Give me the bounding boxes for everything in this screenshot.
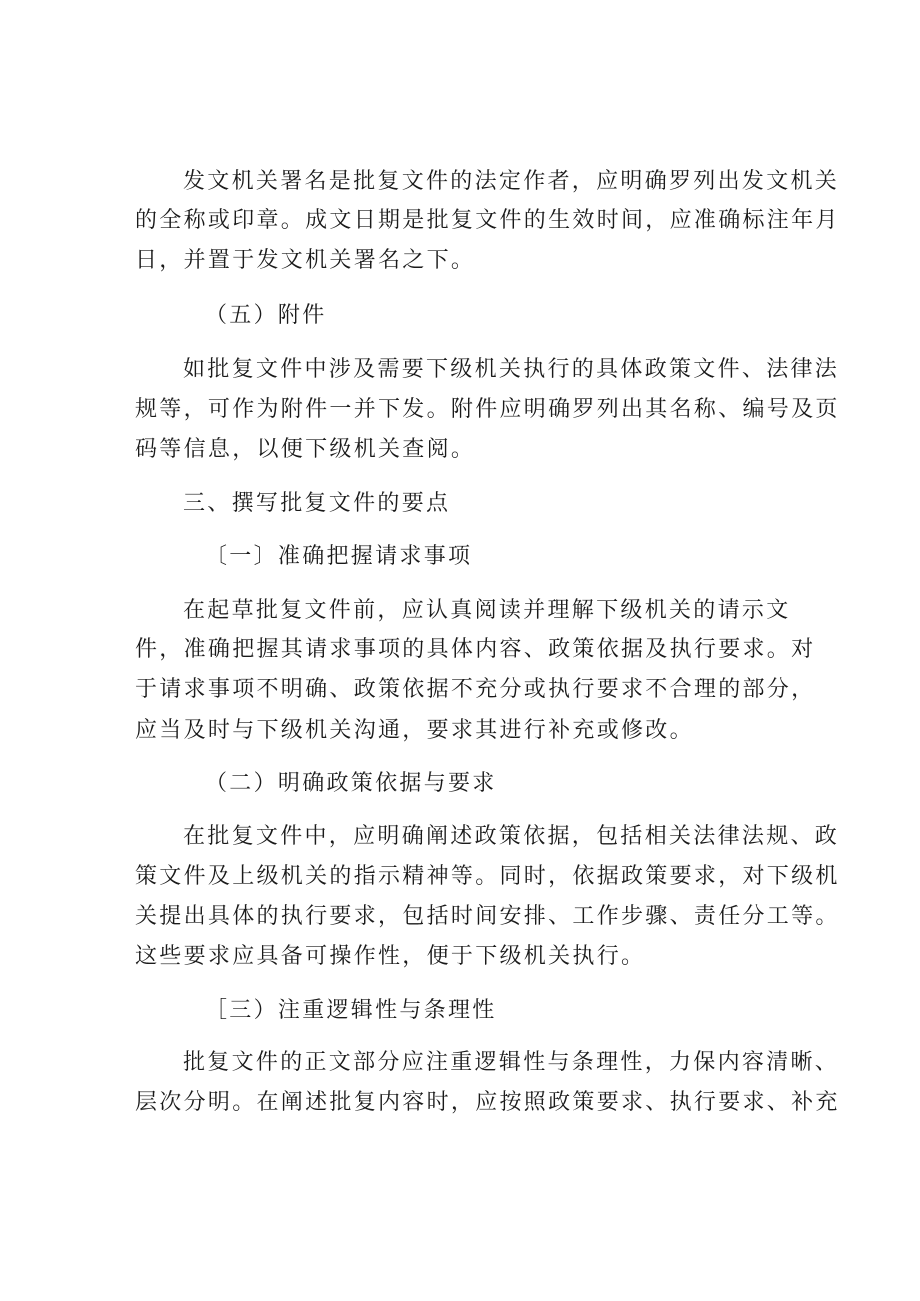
paragraph-line: 在批复文件中，应明确阐述政策依据，包括相关法律法规、政: [183, 824, 840, 849]
paragraph-line: 的全称或印章。成文日期是批复文件的生效时间，应准确标注年月: [135, 208, 840, 233]
paragraph-line: 在起草批复文件前，应认真阅读并理解下级机关的请示文: [183, 598, 791, 623]
paragraph-line: 发文机关署名是批复文件的法定作者，应明确罗列出发文机关: [183, 169, 840, 194]
section-heading: 〔一〕准确把握请求事项: [205, 544, 473, 569]
paragraph-line: 应当及时与下级机关沟通，要求其进行补充或修改。: [135, 718, 694, 743]
paragraph-line: 码等信息，以便下级机关查阅。: [135, 437, 476, 462]
paragraph-line: 关提出具体的执行要求，包括时间安排、工作步骤、责任分工等。: [135, 904, 840, 929]
chapter-heading: 三、撰写批复文件的要点: [183, 491, 451, 516]
paragraph-line: 件，准确把握其请求事项的具体内容、政策依据及执行要求。对: [135, 637, 816, 662]
paragraph-line: 这些要求应具备可操作性，便于下级机关执行。: [135, 944, 646, 969]
paragraph-line: 日，并置于发文机关署名之下。: [135, 248, 476, 273]
paragraph-line: 于请求事项不明确、政策依据不充分或执行要求不合理的部分，: [135, 677, 816, 702]
paragraph-line: 如批复文件中涉及需要下级机关执行的具体政策文件、法律法: [183, 357, 840, 382]
section-heading: （五）附件: [205, 303, 327, 328]
section-heading: （二）明确政策依据与要求: [205, 771, 497, 796]
section-heading: ［三）注重逻辑性与条理性: [205, 998, 497, 1023]
paragraph-line: 策文件及上级机关的指示精神等。同时，依据政策要求，对下级机: [135, 864, 840, 889]
paragraph-line: 层次分明。在阐述批复内容时，应按照政策要求、执行要求、补充: [135, 1090, 840, 1115]
paragraph-line: 批复文件的正文部分应注重逻辑性与条理性，力保内容清晰、: [183, 1050, 840, 1075]
paragraph-line: 规等，可作为附件一并下发。附件应明确罗列出其名称、编号及页: [135, 397, 840, 422]
